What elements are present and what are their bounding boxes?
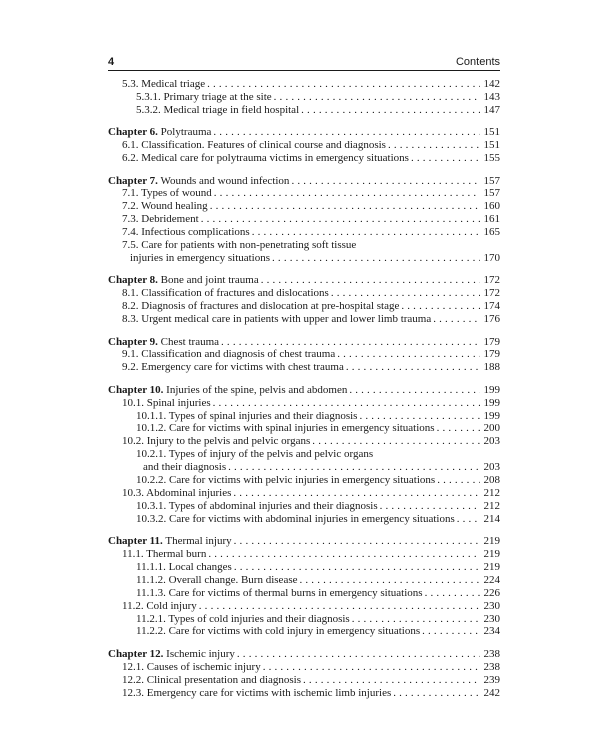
toc-entry-text: 6.1. Classification. Features of clinical course and diagnosis (122, 139, 386, 152)
toc-page-number: 151 (483, 139, 500, 152)
toc-entry-text: 10.2. Injury to the pelvis and pelvic organs (122, 435, 311, 448)
dot-leader (252, 226, 480, 239)
toc-entry-text: Wounds and wound infection (157, 174, 290, 187)
toc-entry-title (108, 648, 235, 661)
toc-entry[interactable] (108, 474, 500, 487)
dot-leader (213, 126, 480, 139)
dot-leader (388, 139, 480, 152)
toc-entry-text: 12.1. Causes of ischemic injury (122, 660, 261, 673)
toc-entry-text: 6.2. Medical care for polytrauma victims in emergency situations (122, 152, 409, 165)
toc-entry[interactable] (108, 287, 500, 300)
toc-entry-title (108, 535, 232, 548)
toc-page-number: 161 (483, 213, 500, 226)
header-rule (108, 70, 500, 71)
dot-leader (234, 561, 480, 574)
dot-leader (274, 91, 480, 104)
toc-entry-text: 12.2. Clinical presentation and diagnosis (122, 673, 302, 686)
toc-entry-title (122, 435, 310, 448)
dot-leader (301, 104, 480, 117)
toc-page-number: 219 (483, 535, 500, 548)
toc-entry[interactable] (108, 487, 500, 500)
toc-entry[interactable] (108, 313, 500, 326)
toc-entry-title (136, 500, 378, 513)
toc-chapter-entry[interactable] (108, 274, 500, 287)
toc-page-number: 234 (483, 625, 500, 638)
toc-entry[interactable] (108, 187, 500, 200)
toc-entry[interactable] (108, 500, 500, 513)
toc-entry-text: 10.2.1. Types of injury of the pelvis and pelvic organs (136, 448, 374, 461)
toc-page-number: 142 (483, 78, 500, 90)
toc-entry-text: 10.3. Abdominal injuries (122, 486, 232, 499)
toc-page-number: 157 (483, 174, 500, 187)
toc-chapter-entry[interactable] (108, 126, 500, 139)
dot-leader (213, 397, 480, 410)
toc-entry-title (122, 674, 301, 687)
toc-page-number: 176 (483, 313, 500, 326)
toc-entry-title (122, 487, 231, 500)
toc-page-number: 165 (483, 226, 500, 239)
dot-leader (425, 587, 480, 600)
toc-entry-text: 11.1. Thermal burn (122, 548, 207, 561)
dot-leader (214, 187, 480, 200)
dot-leader (228, 461, 480, 474)
toc-entry-title (136, 474, 435, 487)
chapter-label: Chapter 12. (108, 647, 164, 660)
toc-page-number: 188 (483, 361, 500, 374)
toc-entry-text: 7.4. Infectious complications (122, 226, 250, 239)
dot-leader (237, 648, 480, 661)
toc-entry-title (136, 613, 350, 626)
toc-entry-text: 10.1.2. Care for victims with spinal injuries in emergency situations (136, 422, 435, 435)
toc-page-number: 172 (483, 274, 500, 287)
toc-page-number: 224 (483, 573, 500, 586)
toc-entry[interactable] (108, 300, 500, 313)
toc-page-number: 238 (483, 660, 500, 673)
dot-leader (221, 336, 480, 349)
toc-entry[interactable] (108, 152, 500, 165)
toc-entry-title (136, 410, 357, 423)
toc-page-number: 172 (483, 287, 500, 300)
toc-entry[interactable] (108, 587, 500, 600)
toc-page-number: 179 (483, 348, 500, 361)
toc-page-number: 230 (483, 599, 500, 612)
toc-entry[interactable] (108, 348, 500, 361)
toc-entry-text: Chest trauma (157, 335, 220, 348)
toc-chapter-entry[interactable] (108, 175, 500, 188)
toc-page-number: 151 (483, 126, 500, 139)
toc-entry-text: 5.3.1. Primary triage at the site (136, 90, 272, 103)
toc-page-number: 203 (483, 461, 500, 474)
toc-entry-text: injuries in emergency situations (130, 251, 271, 264)
toc-entry[interactable] (108, 574, 500, 587)
toc-chapter-entry[interactable] (108, 384, 500, 397)
toc-entry-title (122, 661, 261, 674)
toc-entry[interactable] (108, 239, 500, 252)
toc-entry-title (136, 625, 420, 638)
toc-entry-title (122, 313, 431, 326)
toc-entry-text: 11.1.1. Local changes (136, 560, 232, 573)
toc-page-number: 219 (483, 548, 500, 561)
chapter-label: Chapter 7. (108, 174, 158, 187)
running-title: Contents (455, 56, 500, 68)
toc-entry-title (136, 422, 435, 435)
toc-entry-title (136, 104, 299, 117)
toc-page-number: 212 (483, 499, 500, 512)
toc-entry-title (122, 152, 409, 165)
toc-entry-text: Ischemic injury (163, 647, 235, 660)
toc-entry-text: Polytrauma (157, 126, 212, 139)
toc-entry[interactable] (108, 104, 500, 117)
toc-entry-title (122, 226, 250, 239)
toc-entry-title (108, 175, 289, 188)
toc-entry[interactable] (108, 613, 500, 626)
dot-leader (411, 152, 480, 165)
toc-entry[interactable] (108, 91, 500, 104)
toc-entry[interactable] (108, 600, 500, 613)
dot-leader (201, 213, 480, 226)
dot-leader (263, 661, 480, 674)
toc-entry-text: 10.3.2. Care for victims with abdominal injuries in emergency situations (136, 512, 455, 525)
dot-leader (331, 287, 480, 300)
toc-entry-text: 11.1.3. Care for victims of thermal burns in emergency situations (136, 586, 423, 599)
dot-leader (433, 313, 480, 326)
chapter-label: Chapter 8. (108, 274, 158, 287)
dot-leader (234, 535, 480, 548)
toc-page-number: 242 (483, 686, 500, 699)
toc-entry-text: 5.3. Medical triage (122, 78, 206, 90)
toc-entry-text: 8.2. Diagnosis of fractures and dislocation at pre-hospital stage (122, 300, 400, 313)
toc-entry-title (122, 361, 344, 374)
toc-page-number: 226 (483, 586, 500, 599)
toc-page-number: 212 (483, 486, 500, 499)
toc-page-number: 143 (483, 90, 500, 103)
toc-entry-text: 7.2. Wound healing (122, 200, 208, 213)
toc-entry-title (143, 461, 226, 474)
toc-entry-text: Bone and joint trauma (157, 274, 259, 287)
toc-entry-text: Injuries of the spine, pelvis and abdomen (163, 383, 348, 396)
dot-leader (303, 674, 480, 687)
dot-leader (422, 625, 480, 638)
toc-entry-text: 10.1. Spinal injuries (122, 396, 211, 409)
toc-entry-text: 9.2. Emergency care for victims with chest trauma (122, 361, 344, 374)
toc-entry-text: 7.1. Types of wound (122, 187, 212, 200)
toc-entry[interactable] (108, 78, 500, 91)
toc-entry-text: 11.2.2. Care for victims with cold injury in emergency situations (136, 625, 421, 638)
toc-entry[interactable] (108, 397, 500, 410)
toc-entry[interactable] (108, 422, 500, 435)
toc-entry-text: 12.3. Emergency care for victims with ischemic limb injuries (122, 686, 392, 699)
toc-entry-title (136, 587, 423, 600)
toc-entry-text: 8.3. Urgent medical care in patients with upper and lower limb trauma (122, 313, 432, 326)
chapter-label: Chapter 10. (108, 383, 164, 396)
toc-page-number: 179 (483, 335, 500, 348)
toc-page-number: 208 (483, 474, 500, 487)
toc-entry-title (108, 126, 211, 139)
toc-entry[interactable] (108, 435, 500, 448)
toc-entry-title (130, 252, 270, 265)
dot-leader (393, 687, 480, 700)
toc-entry[interactable] (108, 561, 500, 574)
toc-entry[interactable] (108, 548, 500, 561)
toc-chapter-entry[interactable] (108, 648, 500, 661)
dot-leader (380, 500, 480, 513)
toc-entry-text: 7.5. Care for patients with non-penetrating soft tissue (122, 238, 357, 251)
dot-leader (261, 274, 480, 287)
toc-entry-text: 8.1. Classification of fractures and dislocations (122, 287, 329, 300)
toc-page-number: 174 (483, 300, 500, 313)
toc-entry-text: 5.3.2. Medical triage in field hospital (136, 103, 300, 116)
toc-entry[interactable] (108, 361, 500, 374)
dot-leader (401, 300, 480, 313)
toc-page-number: 199 (483, 409, 500, 422)
toc-entry-title (122, 287, 329, 300)
toc-page-number: 230 (483, 612, 500, 625)
toc-entry-title (136, 448, 373, 461)
toc-entry-title (122, 300, 399, 313)
toc-entry-text: 11.2. Cold injury (122, 599, 197, 612)
toc-page-number: 155 (483, 152, 500, 165)
dot-leader (199, 600, 480, 613)
toc-entry[interactable] (108, 213, 500, 226)
toc-chapter-entry[interactable] (108, 336, 500, 349)
toc-page-number: 199 (483, 383, 500, 396)
dot-leader (352, 613, 480, 626)
table-of-contents (108, 78, 500, 699)
chapter-label: Chapter 6. (108, 126, 158, 139)
toc-entry-title (122, 397, 211, 410)
toc-entry-text: and their diagnosis (143, 461, 227, 474)
toc-entry-text: 11.2.1. Types of cold injuries and their diagnosis (136, 612, 350, 625)
dot-leader (337, 348, 480, 361)
toc-entry[interactable] (108, 139, 500, 152)
dot-leader (208, 548, 480, 561)
toc-entry-text: 10.1.1. Types of spinal injuries and their diagnosis (136, 409, 358, 422)
toc-entry[interactable] (108, 625, 500, 638)
toc-entry[interactable] (108, 687, 500, 700)
dot-leader (233, 487, 480, 500)
toc-entry-title (122, 600, 197, 613)
toc-entry-title (122, 78, 205, 91)
toc-entry-text: 11.1.2. Overall change. Burn disease (136, 573, 298, 586)
toc-entry[interactable] (108, 674, 500, 687)
toc-page-number: 219 (483, 560, 500, 573)
dot-leader (457, 513, 480, 526)
dot-leader (437, 474, 480, 487)
toc-entry-title (122, 348, 335, 361)
toc-entry-title (136, 574, 298, 587)
dot-leader (207, 78, 480, 91)
toc-entry-title (136, 91, 272, 104)
toc-entry-title (122, 200, 208, 213)
chapter-label: Chapter 11. (108, 535, 163, 548)
toc-entry-title (122, 548, 206, 561)
toc-entry-text: 10.3.1. Types of abdominal injuries and their diagnosis (136, 499, 378, 512)
toc-entry[interactable] (108, 226, 500, 239)
dot-leader (210, 200, 480, 213)
toc-page-number: 239 (483, 673, 500, 686)
dot-leader (349, 384, 480, 397)
toc-page-number: 157 (483, 187, 500, 200)
toc-page-number: 203 (483, 435, 500, 448)
toc-entry-title (136, 513, 455, 526)
dot-leader (359, 410, 480, 423)
toc-entry-title (108, 274, 259, 287)
toc-entry-text: 10.2.2. Care for victims with pelvic injuries in emergency situations (136, 474, 436, 487)
toc-entry-text: Thermal injury (162, 535, 232, 548)
toc-entry[interactable] (108, 200, 500, 213)
toc-entry-title (122, 239, 356, 252)
toc-entry[interactable] (108, 448, 500, 461)
toc-entry-title (108, 336, 219, 349)
toc-page-number: 200 (483, 422, 500, 435)
toc-page-number: 214 (483, 512, 500, 525)
toc-entry-title (108, 384, 347, 397)
toc-chapter-entry[interactable] (108, 535, 500, 548)
toc-page-number: 160 (483, 200, 500, 213)
toc-entry[interactable] (108, 252, 500, 265)
toc-entry[interactable] (108, 661, 500, 674)
toc-entry[interactable] (108, 461, 500, 474)
page-number: 4 (108, 56, 115, 68)
dot-leader (312, 435, 480, 448)
toc-entry-title (122, 139, 386, 152)
toc-entry-title (122, 187, 212, 200)
toc-page-number: 147 (483, 103, 500, 116)
dot-leader (346, 361, 480, 374)
toc-entry-title (122, 687, 391, 700)
toc-entry-title (122, 213, 199, 226)
dot-leader (272, 252, 480, 265)
dot-leader (300, 574, 481, 587)
toc-entry-title (136, 561, 232, 574)
toc-entry-text: 7.3. Debridement (122, 213, 199, 226)
toc-entry[interactable] (108, 513, 500, 526)
toc-entry-text: 9.1. Classification and diagnosis of chest trauma (122, 348, 336, 361)
toc-page-number: 199 (483, 396, 500, 409)
toc-page-number: 170 (483, 251, 500, 264)
dot-leader (437, 422, 480, 435)
dot-leader (291, 175, 480, 188)
chapter-label: Chapter 9. (108, 335, 158, 348)
toc-entry[interactable] (108, 410, 500, 423)
toc-page-number: 238 (483, 647, 500, 660)
